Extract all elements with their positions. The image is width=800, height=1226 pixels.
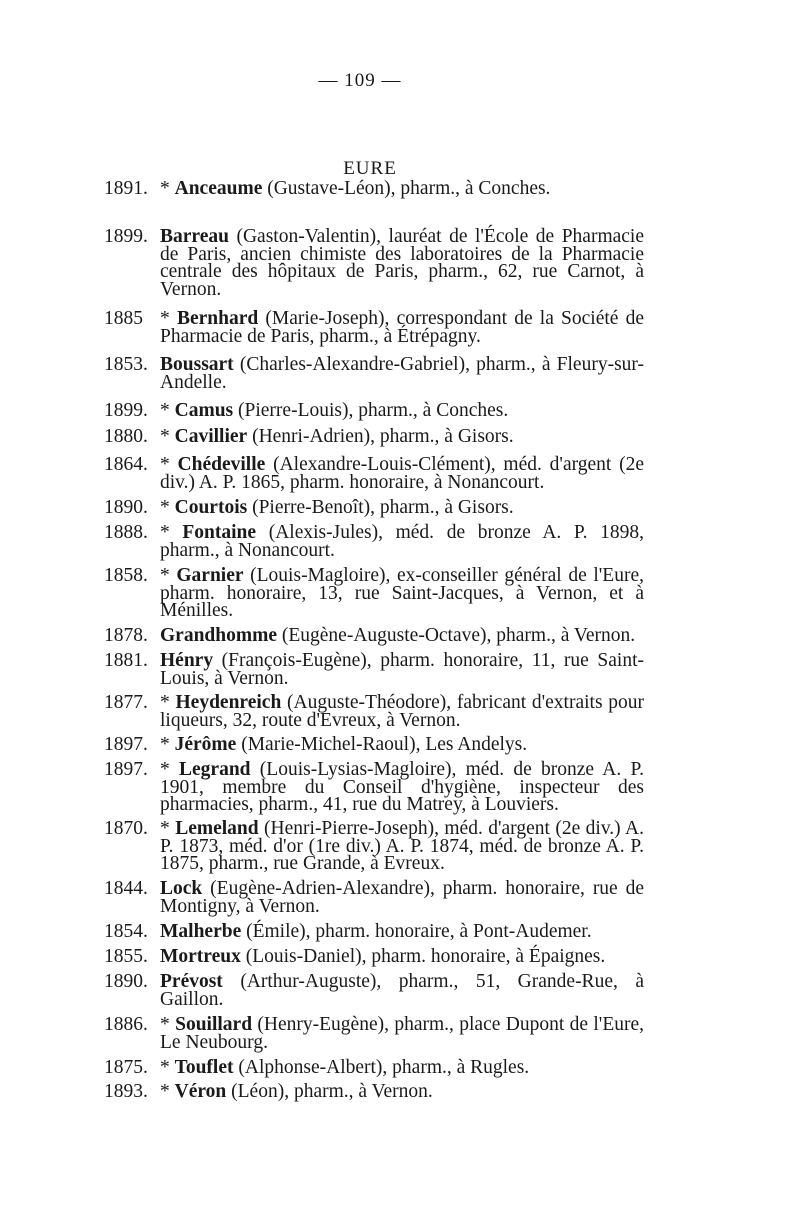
entry-star: * (160, 400, 175, 421)
entry-details: (Alexandre-Louis-Clément), méd. d'argent (2e div.) A. P. 1865, pharm. honoraire, à Nonancourt. (160, 454, 644, 493)
page-number: — 109 — (318, 70, 402, 91)
entry-details: (Eugène-Auguste-Octave), pharm., à Vernon. (281, 625, 636, 646)
entry-details: (Eugène-Adrien-Alexandre), pharm. honoraire, rue de Montigny, à Vernon. (160, 878, 645, 917)
entry-name: Bernhard (176, 308, 259, 329)
entry-name: Cavillier (174, 426, 248, 447)
entry-name: Mortreux (160, 946, 241, 967)
entry-year: 1864. (104, 454, 148, 475)
entry-details: (Pierre-Louis), pharm., à Conches. (238, 400, 509, 421)
entry-year: 1893. (104, 1081, 148, 1102)
entry-year: 1886. (104, 1014, 148, 1035)
entry-year: 1870. (104, 818, 148, 839)
entry-details: (Henri-Adrien), pharm., à Gisors. (252, 426, 514, 447)
entry-name: Jérôme (174, 734, 237, 755)
entry-name: Camus (174, 400, 234, 421)
entry-details: (Alphonse-Albert), pharm., à Rugles. (238, 1057, 530, 1078)
entry-name: Lemeland (175, 818, 259, 839)
entry-name: Legrand (179, 759, 251, 780)
entry-details: (Auguste-Théodore), fabricant d'extraits pour liqueurs, 32, route d'Evreux, à Vernon. (160, 692, 645, 731)
entry-name: Fontaine (182, 522, 257, 543)
entry-star: * (160, 522, 183, 543)
entry-details: (Louis-Daniel), pharm. honoraire, à Épaignes. (245, 946, 606, 967)
entry-details: (Charles-Alexandre-Gabriel), pharm., à Fleury-sur-Andelle. (160, 354, 644, 393)
entry-year: 1878. (104, 625, 148, 646)
entry-name: Souillard (175, 1014, 253, 1035)
entry-year: 1885 (104, 308, 143, 329)
entry-star: * (160, 692, 176, 713)
entry-year: 1890. (104, 971, 148, 992)
entry-year: 1899. (104, 400, 148, 421)
entry-year: 1844. (104, 878, 148, 899)
entry-star: * (160, 818, 176, 839)
entry-name: Barreau (160, 226, 229, 247)
entry-star: * (160, 426, 175, 447)
entry-details: (François-Eugène), pharm. honoraire, 11, rue Saint-Louis, à Vernon. (160, 650, 644, 689)
entry-star: * (160, 1014, 176, 1035)
entry-name: Hénry (160, 650, 214, 671)
entry-name: Courtois (174, 497, 248, 518)
entry-details: (Henri-Pierre-Joseph), méd. d'argent (2e div.) A. P. 1873, méd. d'or (1re div.) A. P. 1874, méd. de bronze A. P. 1875, pharm., rue Grande, à Evreux. (160, 818, 644, 874)
entry-details: (Louis-Lysias-Magloire), méd. de bronze A. P. 1901, membre du Conseil d'hygiène, inspecteur des pharmacies, pharm., 41, rue du Matrey, à Louviers. (160, 759, 645, 815)
entry-year: 1853. (104, 354, 148, 375)
entry-year: 1855. (104, 946, 148, 967)
entry-name: Boussart (160, 354, 234, 375)
entry-name: Lock (160, 878, 203, 899)
entry-name: Véron (174, 1081, 227, 1102)
entry-star: * (160, 1081, 175, 1102)
entry-details: (Gustave-Léon), pharm., à Conches. (267, 178, 551, 199)
entry-star: * (160, 178, 175, 199)
entry-name: Touflet (174, 1057, 234, 1078)
entry-star: * (160, 497, 175, 518)
entry-year: 1888. (104, 522, 148, 543)
entry-year: 1897. (104, 759, 148, 780)
entry-year: 1877. (104, 692, 148, 713)
entry-year: 1899. (104, 226, 148, 247)
entry-name: Heydenreich (175, 692, 282, 713)
entry-details: (Marie-Michel-Raoul), Les Andelys. (241, 734, 528, 755)
entry-star: * (160, 734, 175, 755)
entry-name: Chédeville (177, 454, 266, 475)
entry-details: (Louis-Magloire), ex-conseiller général de l'Eure, pharm. honoraire, 13, rue Saint-Jacques, à Vernon, et à Ménilles. (160, 565, 644, 621)
entry-year: 1891. (104, 178, 148, 199)
entry-details: (Marie-Joseph), correspondant de la Société de Pharmacie de Paris, pharm., à Étrépagny. (160, 308, 645, 347)
section-title: EURE (343, 158, 397, 179)
entry-star: * (160, 454, 178, 475)
entry-year: 1854. (104, 921, 148, 942)
entry-details: (Pierre-Benoît), pharm., à Gisors. (252, 497, 514, 518)
entry-name: Garnier (176, 565, 244, 586)
entry-name: Prévost (160, 971, 223, 992)
entry-star: * (160, 1057, 175, 1078)
entry-details: (Henry-Eugène), pharm., place Dupont de l'Eure, Le Neubourg. (160, 1014, 644, 1053)
entry-name: Anceaume (174, 178, 263, 199)
entry-year: 1880. (104, 426, 148, 447)
entry-year: 1858. (104, 565, 148, 586)
entry-details: (Arthur-Auguste), pharm., 51, Grande-Rue, à Gaillon. (160, 971, 644, 1010)
entry-star: * (160, 308, 177, 329)
entry-star: * (160, 565, 177, 586)
entry-details: (Alexis-Jules), méd. de bronze A. P. 1898, pharm., à Nonancourt. (160, 522, 645, 561)
entry-details: (Gaston-Valentin), lauréat de l'École de Pharmacie de Paris, ancien chimiste des laboratoires de la Pharmacie centrale des hôpitaux de Paris, pharm., 62, rue Carnot, à Vernon. (160, 226, 644, 300)
entry-name: Malherbe (160, 921, 242, 942)
entry-year: 1890. (104, 497, 148, 518)
entry-star: * (160, 759, 180, 780)
entry-year: 1875. (104, 1057, 148, 1078)
entry-details: (Émile), pharm. honoraire, à Pont-Audemer. (246, 921, 592, 942)
entry-details: (Léon), pharm., à Vernon. (231, 1081, 433, 1102)
entry-year: 1897. (104, 734, 148, 755)
entry-year: 1881. (104, 650, 148, 671)
entry-name: Grandhomme (160, 625, 277, 646)
